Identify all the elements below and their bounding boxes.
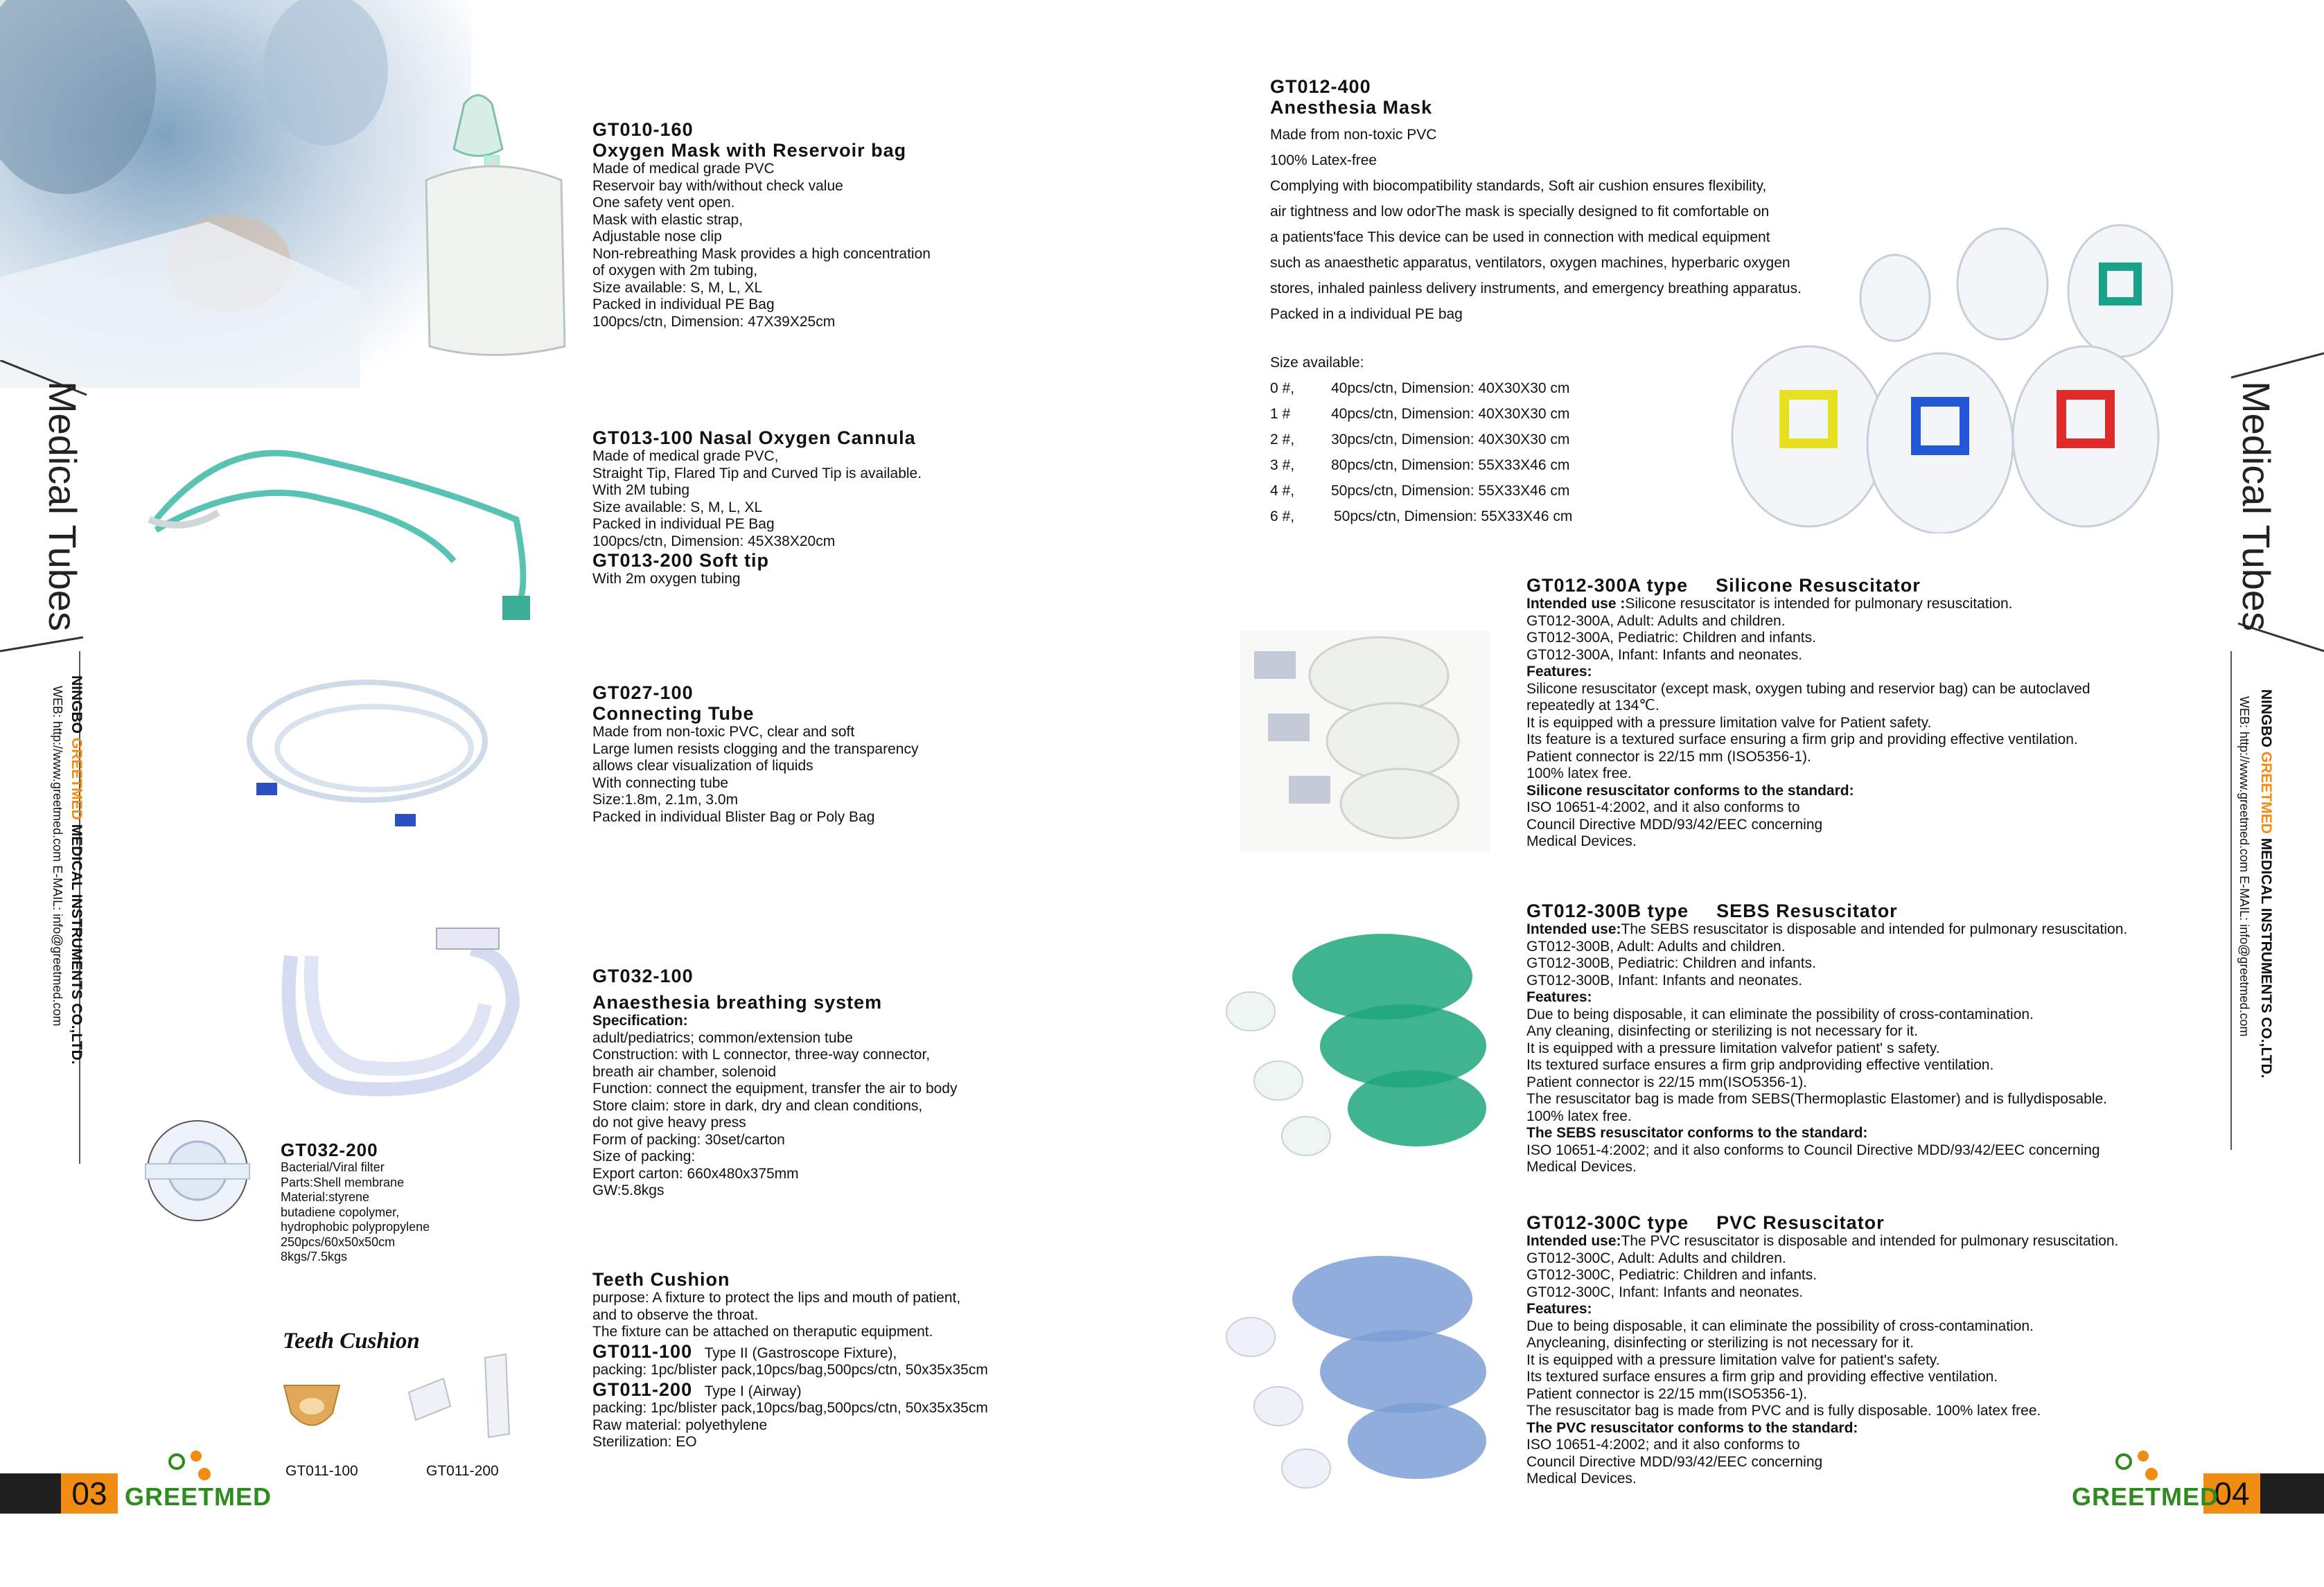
breathing-system-title: Anaesthesia breathing system: [592, 992, 883, 1013]
anesthesia-mask-line: air tightness and low odorThe mask is specially designed to fit comfortable on: [1270, 204, 1770, 220]
silicone-code: GT012-300A type: [1526, 575, 1689, 596]
teeth-cushion-image-label-200: GT011-200: [426, 1463, 499, 1479]
breathing-system-line: Store claim: store in dark, dry and clean conditions,: [592, 1097, 923, 1114]
nasal-cannula-line: 100pcs/ctn, Dimension: 45X38X20cm: [592, 533, 836, 549]
right-section-title: Medical Tubes: [2235, 381, 2278, 632]
connecting-tube-code: GT027-100: [592, 682, 694, 703]
anesthesia-mask-title: Anesthesia Mask: [1270, 97, 1433, 118]
connecting-tube-title: Connecting Tube: [592, 703, 755, 724]
breathing-system-line: Size of packing:: [592, 1149, 696, 1164]
oxygen-mask-image: [416, 83, 589, 367]
nasal-cannula-line: Made of medical grade PVC,: [592, 448, 779, 464]
connecting-tube-line: With connecting tube: [592, 774, 729, 791]
pvc-line: Council Directive MDD/93/42/EEC concerning: [1526, 1453, 1823, 1470]
oxygen-mask-line: of oxygen with 2m tubing,: [592, 263, 758, 278]
nasal-cannula-line: Packed in individual PE Bag: [592, 516, 775, 532]
footer-bar-left: [0, 1473, 61, 1514]
nasal-cannula-image: [142, 416, 544, 623]
breathing-system-line: do not give heavy press: [592, 1115, 746, 1131]
connecting-tube-line: Made from non-toxic PVC, clear and soft: [592, 724, 855, 740]
company-post: MEDICAL INSTRUMENTS CO.,LTD.: [69, 819, 85, 1065]
size-detail: 50pcs/ctn, Dimension: 55X33X46 cm: [1334, 508, 1573, 524]
teeth-raw-material: Raw material: polyethylene: [592, 1417, 768, 1433]
breathing-system-section: [592, 966, 957, 1200]
pvc-section: [1526, 1212, 2118, 1488]
sebs-line: Patient connector is 22/15 mm(ISO5356-1).: [1526, 1074, 1808, 1090]
size-number: 2 #,: [1270, 432, 1295, 447]
silicone-line: Medical Devices.: [1526, 833, 1637, 849]
size-row: [1270, 401, 1802, 427]
pvc-line: It is equipped with a pressure limitation valve for patient's safety.: [1526, 1351, 1940, 1368]
silicone-line: Its feature is a textured surface ensuring a firm grip and providing effective ventilation.: [1526, 732, 2078, 747]
silicone-intended-text: Silicone resuscitator is intended for pulmonary resuscitation.: [1625, 596, 2013, 612]
breathing-system-line: breath air chamber, solenoid: [592, 1063, 776, 1080]
filter-line: hydrophobic polypropylene: [281, 1220, 430, 1234]
connecting-tube-line: Large lumen resists clogging and the transparency: [592, 741, 919, 757]
oxygen-mask-code: GT010-160: [592, 119, 694, 140]
silicone-line: GT012-300A, Adult: Adults and children.: [1526, 612, 1786, 629]
sebs-conform-label: The SEBS resuscitator conforms to the standard:: [1526, 1125, 1868, 1141]
anesthesia-mask-line: Packed in a individual PE bag: [1270, 306, 1463, 322]
sebs-line: GT012-300B, Pediatric: Children and infants.: [1526, 955, 1816, 971]
left-web: WEB: http://www.greetmed.com E-MAIL: info@greetmed.com: [51, 686, 64, 1027]
pvc-line: The resuscitator bag is made from PVC and is fully disposable. 100% latex free.: [1526, 1403, 2041, 1419]
teeth-cushion-200-image: [402, 1344, 534, 1441]
sebs-resuscitator-image: [1216, 928, 1507, 1164]
anesthesia-mask-line: such as anaesthetic apparatus, ventilators, oxygen machines, hyperbaric oxygen: [1270, 255, 1790, 271]
pvc-line: GT012-300C, Infant: Infants and neonates.: [1526, 1284, 1804, 1300]
oxygen-mask-line: Mask with elastic strap,: [592, 211, 743, 228]
teeth-cushion-image-label-100: GT011-100: [285, 1463, 358, 1479]
connecting-tube-section: [592, 682, 918, 826]
anesthesia-mask-line: a patients'face This device can be used in connection with medical equipment: [1270, 229, 1770, 245]
teeth-sterilization: Sterilization: EO: [592, 1434, 697, 1450]
size-row: [1270, 375, 1802, 401]
silicone-line: 100% latex free.: [1526, 765, 1632, 781]
size-detail: 40pcs/ctn, Dimension: 40X30X30 cm: [1331, 406, 1570, 422]
sebs-line: GT012-300B, Infant: Infants and neonates.: [1526, 972, 1803, 988]
sebs-features-label: Features:: [1526, 989, 1592, 1005]
sebs-line: ISO 10651-4:2002; and it also conforms to Council Directive MDD/93/42/EEC concerning: [1526, 1142, 2100, 1158]
breathing-system-line: Export carton: 660x480x375mm: [592, 1165, 799, 1182]
sebs-line: Any cleaning, disinfecting or sterilizing is not necessary for it.: [1526, 1023, 1918, 1039]
breathing-system-line: Construction: with L connector, three-way connector,: [592, 1047, 931, 1063]
pvc-intended-label: Intended use:: [1526, 1233, 1621, 1249]
teeth-cushion-line: purpose: A fixture to protect the lips and mouth of patient,: [592, 1290, 961, 1306]
size-detail: 40pcs/ctn, Dimension: 40X30X30 cm: [1331, 380, 1570, 396]
pvc-title: PVC Resuscitator: [1716, 1212, 1885, 1233]
oxygen-mask-section: [592, 119, 931, 330]
breathing-system-line: Form of packing: 30set/carton: [592, 1131, 785, 1148]
silicone-line: GT012-300A, Pediatric: Children and infants.: [1526, 630, 1816, 646]
silicone-title: Silicone Resuscitator: [1716, 575, 1921, 596]
sebs-line: GT012-300B, Adult: Adults and children.: [1526, 938, 1786, 955]
pvc-resuscitator-image: [1216, 1247, 1507, 1496]
teeth-100-code: GT011-100: [592, 1340, 693, 1362]
anesthesia-mask-section: [1270, 76, 1432, 118]
pvc-line: GT012-300C, Adult: Adults and children.: [1526, 1250, 1786, 1266]
anesthesia-mask-line: Complying with biocompatibility standards, Soft air cushion ensures flexibility,: [1270, 178, 1767, 194]
connecting-tube-image: [236, 665, 499, 838]
anesthesia-size-label: Size available:: [1270, 355, 1364, 371]
teeth-cushion-line: The fixture can be attached on theraputic equipment.: [592, 1324, 933, 1340]
left-section-title: Medical Tubes: [41, 381, 85, 632]
sebs-intended-text: The SEBS resuscitator is disposable and intended for pulmonary resuscitation.: [1621, 921, 2128, 937]
silicone-line: Council Directive MDD/93/42/EEC concerning: [1526, 816, 1823, 833]
size-detail: 50pcs/ctn, Dimension: 55X33X46 cm: [1331, 483, 1570, 499]
breathing-system-line: GW:5.8kgs: [592, 1182, 664, 1198]
size-row: [1270, 478, 1802, 504]
teeth-cushion-line: and to observe the throat.: [592, 1306, 759, 1323]
nasal-cannula-line: Size available: S, M, L, XL: [592, 499, 763, 515]
oxygen-mask-line: Non-rebreathing Mask provides a high concentration: [592, 245, 931, 262]
silicone-intended-label: Intended use :: [1526, 596, 1626, 612]
pvc-code: GT012-300C type: [1526, 1212, 1689, 1233]
size-row: [1270, 504, 1802, 529]
pvc-conform-label: The PVC resuscitator conforms to the standard:: [1526, 1419, 1858, 1436]
filter-code: GT032-200: [281, 1140, 378, 1160]
nasal-cannula-title: GT013-100 Nasal Oxygen Cannula: [592, 427, 916, 448]
pvc-line: ISO 10651-4:2002; and it also conforms to: [1526, 1437, 1800, 1453]
nasal-cannula-line: Straight Tip, Flared Tip and Curved Tip is available.: [592, 465, 922, 481]
silicone-line: GT012-300A, Infant: Infants and neonates.: [1526, 646, 1803, 663]
teeth-100-type: Type II (Gastroscope Fixture),: [704, 1345, 897, 1361]
teeth-cushion-title: Teeth Cushion: [592, 1269, 730, 1290]
logo-left: GREETMED: [125, 1482, 272, 1511]
soft-tip-title: GT013-200 Soft tip: [592, 550, 770, 571]
silicone-resuscitator-image: [1226, 623, 1490, 859]
teeth-cushion-100-image: [277, 1378, 346, 1441]
right-web: WEB: http://www.greetmed.com E-MAIL: info@greetmed.com: [2237, 696, 2251, 1037]
logo-right: GREETMED: [2072, 1482, 2219, 1511]
pvc-features-label: Features:: [1526, 1301, 1592, 1317]
sebs-line: The resuscitator bag is made from SEBS(Thermoplastic Elastomer) and is fullydisposable.: [1526, 1091, 2108, 1107]
sebs-line: Due to being disposable, it can eliminate the possibility of cross-contamination.: [1526, 1006, 2034, 1022]
page-number-right: 04: [2203, 1473, 2260, 1514]
size-number: 3 #,: [1270, 457, 1295, 473]
company-brand: GREETMED: [2258, 751, 2274, 834]
anesthesia-mask-line: Made from non-toxic PVC: [1270, 127, 1437, 143]
left-company: [68, 675, 85, 1065]
filter-line: butadiene copolymer,: [281, 1205, 400, 1219]
page-number-left: 03: [61, 1473, 118, 1514]
size-detail: 30pcs/ctn, Dimension: 40X30X30 cm: [1331, 432, 1570, 447]
size-number: 0 #,: [1270, 380, 1295, 396]
nasal-cannula-line: With 2M tubing: [592, 482, 690, 498]
breathing-system-image: [263, 914, 540, 1122]
pvc-line: Due to being disposable, it can eliminate the possibility of cross-contamination.: [1526, 1318, 2034, 1334]
filter-line: 8kgs/7.5kgs: [281, 1250, 348, 1264]
size-number: 4 #,: [1270, 483, 1295, 499]
sebs-line: Its textured surface ensures a firm grip andproviding effective ventilation.: [1526, 1057, 1994, 1073]
anesthesia-mask-body: [1270, 122, 1802, 529]
silicone-conform-label: Silicone resuscitator conforms to the standard:: [1526, 782, 1854, 799]
filter-section: [281, 1140, 430, 1265]
breathing-system-spec-label: Specification:: [592, 1013, 688, 1029]
company-brand: GREETMED: [69, 737, 85, 820]
oxygen-mask-line: 100pcs/ctn, Dimension: 47X39X25cm: [592, 313, 836, 330]
breathing-system-line: Function: connect the equipment, transfer the air to body: [592, 1081, 958, 1097]
silicone-features-label: Features:: [1526, 664, 1592, 680]
filter-line: Bacterial/Viral filter: [281, 1160, 385, 1174]
silicone-section: [1526, 575, 2090, 851]
oxygen-mask-line: One safety vent open.: [592, 195, 735, 211]
teeth-100-pack: packing: 1pc/blister pack,10pcs/bag,500pcs/ctn, 50x35x35cm: [592, 1362, 988, 1378]
size-detail: 80pcs/ctn, Dimension: 55X33X46 cm: [1331, 457, 1570, 473]
filter-line: 250pcs/60x50x50cm: [281, 1234, 396, 1249]
teeth-200-type: Type I (Airway): [704, 1383, 802, 1399]
sebs-intended-label: Intended use:: [1526, 921, 1621, 937]
soft-tip-line: With 2m oxygen tubing: [592, 571, 741, 587]
silicone-line: Silicone resuscitator (except mask, oxygen tubing and reservior bag) can be autoclaved: [1526, 680, 2090, 697]
teeth-cushion-image-title: Teeth Cushion: [283, 1329, 420, 1354]
silicone-line: Patient connector is 22/15 mm (ISO5356-1).: [1526, 748, 1811, 765]
anesthesia-mask-line: stores, inhaled painless delivery instruments, and emergency breathing apparatus.: [1270, 281, 1802, 296]
oxygen-mask-line: Made of medical grade PVC: [592, 161, 775, 177]
right-company: [2257, 689, 2274, 1079]
sebs-line: 100% latex free.: [1526, 1108, 1632, 1124]
nasal-cannula-section: [592, 427, 922, 588]
pvc-line: Medical Devices.: [1526, 1471, 1637, 1487]
oxygen-mask-line: Size available: S, M, L, XL: [592, 279, 763, 296]
breathing-system-code: GT032-100: [592, 966, 694, 986]
pvc-line: Patient connector is 22/15 mm(ISO5356-1).: [1526, 1385, 1808, 1402]
oxygen-mask-title: Oxygen Mask with Reservoir bag: [592, 140, 907, 161]
pvc-line: Its textured surface ensures a firm grip and providing effective ventilation.: [1526, 1369, 1998, 1385]
connecting-tube-line: allows clear visualization of liquids: [592, 758, 813, 774]
pvc-intended-text: The PVC resuscitator is disposable and intended for pulmonary resuscitation.: [1621, 1233, 2119, 1249]
sebs-line: Medical Devices.: [1526, 1159, 1637, 1175]
sebs-code: GT012-300B type: [1526, 901, 1689, 921]
hero-photo: [0, 0, 471, 388]
filter-line: Material:styrene: [281, 1190, 370, 1204]
pvc-line: GT012-300C, Pediatric: Children and infants.: [1526, 1267, 1817, 1283]
oxygen-mask-line: Adjustable nose clip: [592, 229, 722, 245]
teeth-200-code: GT011-200: [592, 1378, 693, 1400]
connecting-tube-line: Size:1.8m, 2.1m, 3.0m: [592, 792, 739, 808]
size-row: [1270, 427, 1802, 452]
size-number: 1 #: [1270, 406, 1291, 422]
oxygen-mask-line: Reservoir bay with/without check value: [592, 177, 843, 194]
silicone-line: ISO 10651-4:2002, and it also conforms to: [1526, 799, 1800, 815]
pvc-line: Anycleaning, disinfecting or sterilizing is not necessary for it.: [1526, 1335, 1914, 1351]
sebs-title: SEBS Resuscitator: [1716, 901, 1898, 921]
sebs-line: It is equipped with a pressure limitation valvefor patient' s safety.: [1526, 1040, 1940, 1056]
teeth-200-pack: packing: 1pc/blister pack,10pcs/bag,500pcs/ctn, 50x35x35cm: [592, 1400, 988, 1416]
teeth-cushion-section: [592, 1269, 988, 1451]
size-number: 6 #,: [1270, 508, 1295, 524]
company-pre: NINGBO: [69, 675, 85, 738]
filter-image: [132, 1119, 263, 1223]
company-post: MEDICAL INSTRUMENTS CO.,LTD.: [2258, 833, 2274, 1079]
footer-bar-right: [2260, 1473, 2324, 1514]
company-pre: NINGBO: [2258, 689, 2274, 752]
sebs-section: [1526, 901, 2127, 1176]
filter-line: Parts:Shell membrane: [281, 1175, 405, 1189]
silicone-line: It is equipped with a pressure limitation valve for Patient safety.: [1526, 714, 1932, 731]
silicone-line: repeatedly at 134℃.: [1526, 698, 1660, 713]
anesthesia-mask-line: 100% Latex-free: [1270, 152, 1377, 168]
oxygen-mask-line: Packed in individual PE Bag: [592, 296, 775, 312]
breathing-system-line: adult/pediatrics; common/extension tube: [592, 1029, 853, 1046]
size-row: [1270, 452, 1802, 478]
connecting-tube-line: Packed in individual Blister Bag or Poly Bag: [592, 808, 875, 825]
anesthesia-mask-code: GT012-400: [1270, 76, 1371, 97]
